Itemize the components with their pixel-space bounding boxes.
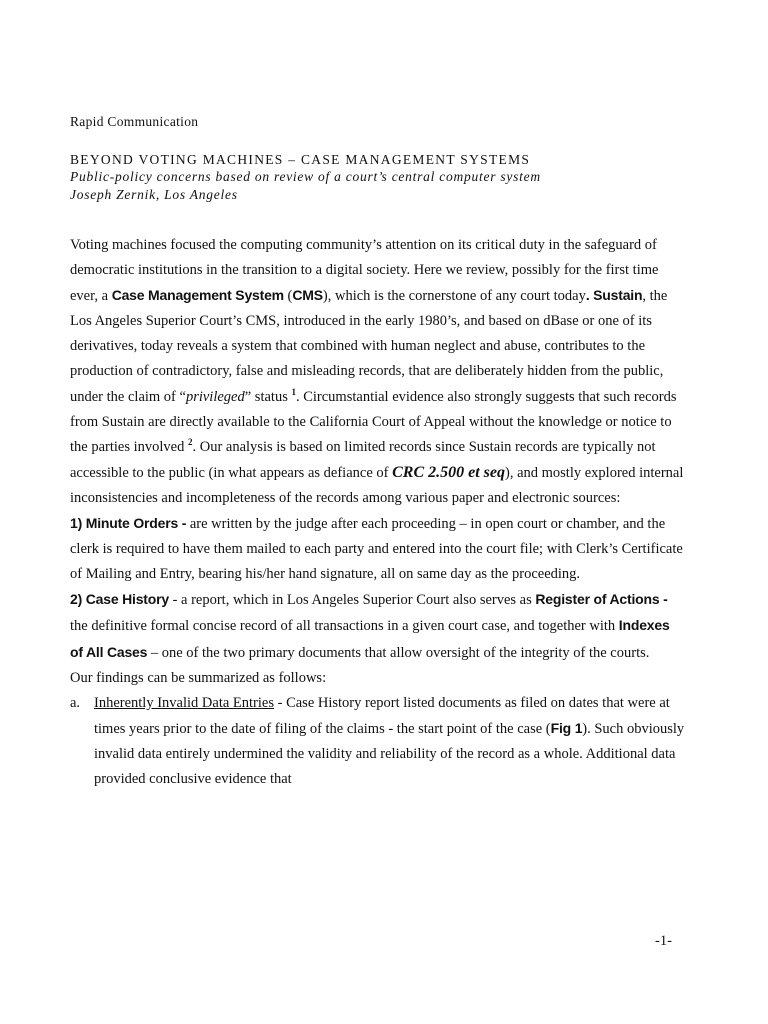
intro-text-9: ), and mostly explored internal inconsistencies and incompleteness of the records among various paper and electronic sources: <box>70 464 684 506</box>
case-history-heading: 2) Case History <box>70 591 169 608</box>
finding-text <box>94 691 685 792</box>
cms-term: Case Management System <box>111 287 284 304</box>
article-type-label: Rapid Communication <box>70 114 199 129</box>
footnote-ref-2[interactable]: 2 <box>187 436 193 447</box>
minute-orders-heading: 1) Minute Orders - <box>70 515 187 532</box>
finding-text-1: - Case History report listed documents as filed on dates that were at times years prior to the date of filing of the claims - the start point of the case ( <box>94 694 670 737</box>
article-body <box>70 233 685 792</box>
privileged-term: privileged <box>185 388 245 405</box>
minute-orders-text: are written by the judge after each proceeding – in open court or chamber, and the clerk is required to have them mailed to each party and entered into the court file; with Clerk’s Certificate of Mailing and Entry, bearing his/her hand signature, all on same day as the proceeding. <box>70 516 683 583</box>
register-of-actions-term: Register of Actions - <box>535 591 668 608</box>
intro-text-3: ), which is the cornerstone of any court today <box>322 288 586 305</box>
intro-text-7: . Circumstantial evidence also strongly suggests that such records from Sustain are directly available to the California Court of Appeal without the knowledge or notice to the parties involved <box>70 388 677 455</box>
case-history-text-1: - a report, which in Los Angeles Superior Court also serves as <box>168 592 536 609</box>
finding-item <box>70 691 685 792</box>
minute-orders-paragraph <box>70 511 685 587</box>
intro-bold-period: . <box>585 287 590 304</box>
article-subtitle: Public-policy concerns based on review of a court’s central computer system <box>70 169 541 184</box>
finding-text-2: ). Such obviously invalid data entirely undermined the validity and reliability of the record as a whole. Additional data provided conclusive evidence that <box>94 720 685 787</box>
finding-title: Inherently Invalid Data Entries <box>94 694 274 711</box>
case-history-text-3: – one of the two primary documents that allow oversight of the integrity of the courts. <box>147 644 650 661</box>
case-history-text-2: the definitive formal concise record of all transactions in a given court case, and together with <box>70 618 619 635</box>
intro-text-5: , the Los Angeles Superior Court’s CMS, introduced in the early 1980’s, and based on dBase or one of its derivatives, today reveals a system that combined with human neglect and abuse, contributes to the production of contradictory, false and misleading records, that are deliberately hidden from the public, under the claim of “ <box>70 288 668 405</box>
indexes-term: Indexes of All Cases <box>70 617 670 660</box>
summary-intro: Our findings can be summarized as follows: <box>70 669 327 686</box>
intro-text-2: ( <box>283 288 293 305</box>
cms-abbreviation: CMS <box>292 287 323 304</box>
article-author: Joseph Zernik, Los Angeles <box>70 187 238 202</box>
intro-text-1: Voting machines focused the computing community’s attention on its critical duty in the safeguard of democratic institutions in the transition to a digital society. Here we review, possibly for the first time ever, a <box>70 237 659 305</box>
crc-citation: CRC 2.500 et seq <box>392 463 505 481</box>
intro-paragraph <box>70 233 685 511</box>
sustain-term: Sustain <box>593 287 643 304</box>
footnote-ref-1[interactable]: 1 <box>291 386 296 397</box>
page-number: -1- <box>655 933 672 949</box>
article-title: BEYOND VOTING MACHINES – CASE MANAGEMENT SYSTEMS <box>70 152 531 167</box>
finding-marker: a. <box>70 694 81 711</box>
intro-text-6: ” status <box>244 388 292 405</box>
case-history-paragraph <box>70 587 685 665</box>
intro-text-8: . Our analysis is based on limited records since Sustain records are typically not accessible to the public (in what appears as defiance of <box>70 438 656 481</box>
figure-reference[interactable]: Fig 1 <box>550 719 583 736</box>
